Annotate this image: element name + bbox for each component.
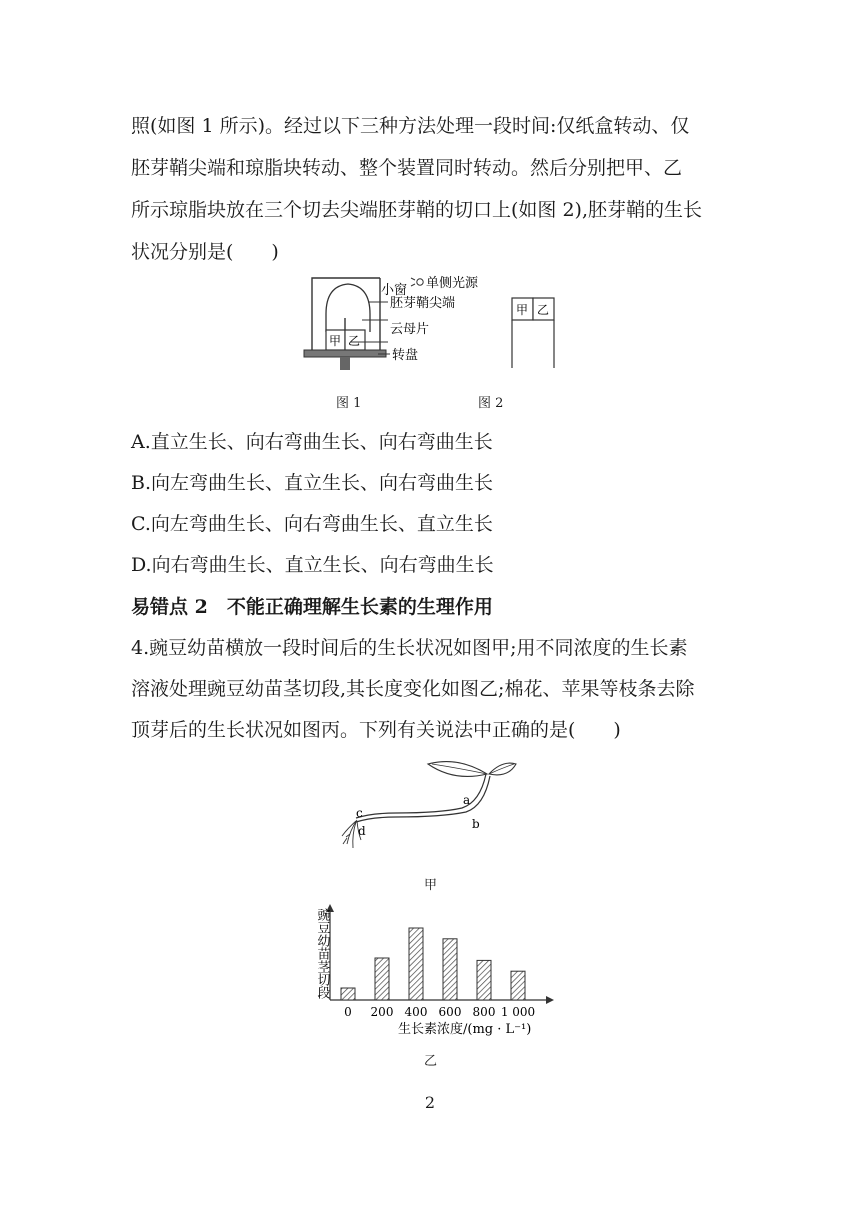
- q4-line-1: 4.豌豆幼苗横放一段时间后的生长状况如图甲;用不同浓度的生长素: [131, 637, 688, 659]
- light-source-icon: [411, 278, 423, 286]
- q3-line-2: 胚芽鞘尖端和琼脂块转动、整个装置同时转动。然后分别把甲、乙: [131, 157, 683, 179]
- bar-0: [341, 988, 355, 1000]
- chart-x-label: 生长素浓度/(mg · L⁻¹): [398, 1022, 532, 1037]
- fig2-block-yi-label: 乙: [537, 303, 550, 317]
- fig-jia-caption: 甲: [424, 878, 438, 893]
- chart-x-axis-arrow: [546, 996, 554, 1004]
- section-title: 易错点 2 不能正确理解生长素的生理作用: [131, 596, 493, 618]
- bar-1: [375, 958, 389, 1000]
- label-window: 小窗: [381, 283, 408, 298]
- leaf-left: [428, 762, 487, 777]
- turntable-plate: [304, 350, 386, 357]
- chart-y-label: 豌豆幼苗茎切段: [314, 908, 330, 999]
- seedling-label-a: a: [463, 793, 471, 807]
- option-c: C.向左弯曲生长、向右弯曲生长、直立生长: [131, 513, 493, 535]
- x-tick-label-1: 200: [370, 1005, 394, 1019]
- page-number: 2: [424, 1093, 436, 1112]
- seedling-label-d: d: [358, 824, 366, 838]
- coleoptile-tip: [326, 284, 370, 332]
- bar-2: [409, 928, 423, 1000]
- q4-line-3: 顶芽后的生长状况如图丙。下列有关说法中正确的是( ): [131, 719, 621, 741]
- seedling-label-b: b: [472, 817, 480, 831]
- label-light-source: 单侧光源: [426, 276, 479, 291]
- fig-yi-caption: 乙: [424, 1054, 438, 1069]
- q3-line-3: 所示琼脂块放在三个切去尖端胚芽鞘的切口上(如图 2),胚芽鞘的生长: [131, 199, 702, 221]
- label-coleoptile-tip: 胚芽鞘尖端: [390, 296, 456, 311]
- bar-4: [477, 960, 491, 1000]
- fig2-block-jia-label: 甲: [516, 303, 529, 317]
- fig1-caption: 图 1: [336, 396, 362, 411]
- figure-yi-bar-chart: [0, 900, 860, 1050]
- label-mica: 云母片: [390, 322, 430, 337]
- fig1-block-yi-label: 乙: [348, 334, 361, 348]
- bar-3: [443, 939, 457, 1000]
- x-tick-label-3: 600: [438, 1005, 462, 1019]
- x-tick-label-5: 1 000: [500, 1005, 536, 1019]
- x-tick-label-4: 800: [472, 1005, 496, 1019]
- figure-1-2: [0, 272, 860, 402]
- x-tick-label-0: 0: [344, 1005, 352, 1019]
- x-tick-label-2: 400: [404, 1005, 428, 1019]
- fig2-caption: 图 2: [478, 396, 504, 411]
- q4-line-2: 溶液处理豌豆幼苗茎切段,其长度变化如图乙;棉花、苹果等枝条去除: [131, 678, 695, 700]
- option-a: A.直立生长、向右弯曲生长、向右弯曲生长: [131, 431, 493, 453]
- figure-jia-seedling: [0, 756, 860, 856]
- fig1-block-jia-label: 甲: [329, 334, 342, 348]
- seedling-label-c: c: [356, 806, 363, 820]
- q3-line-1: 照(如图 1 所示)。经过以下三种方法处理一段时间:仅纸盒转动、仅: [131, 115, 690, 137]
- bar-5: [511, 971, 525, 1000]
- label-turntable: 转盘: [392, 348, 419, 363]
- option-d: D.向右弯曲生长、直立生长、向右弯曲生长: [131, 554, 494, 576]
- q3-line-4: 状况分别是( ): [131, 241, 279, 263]
- option-b: B.向左弯曲生长、直立生长、向右弯曲生长: [131, 472, 494, 494]
- turntable-stem: [340, 357, 350, 370]
